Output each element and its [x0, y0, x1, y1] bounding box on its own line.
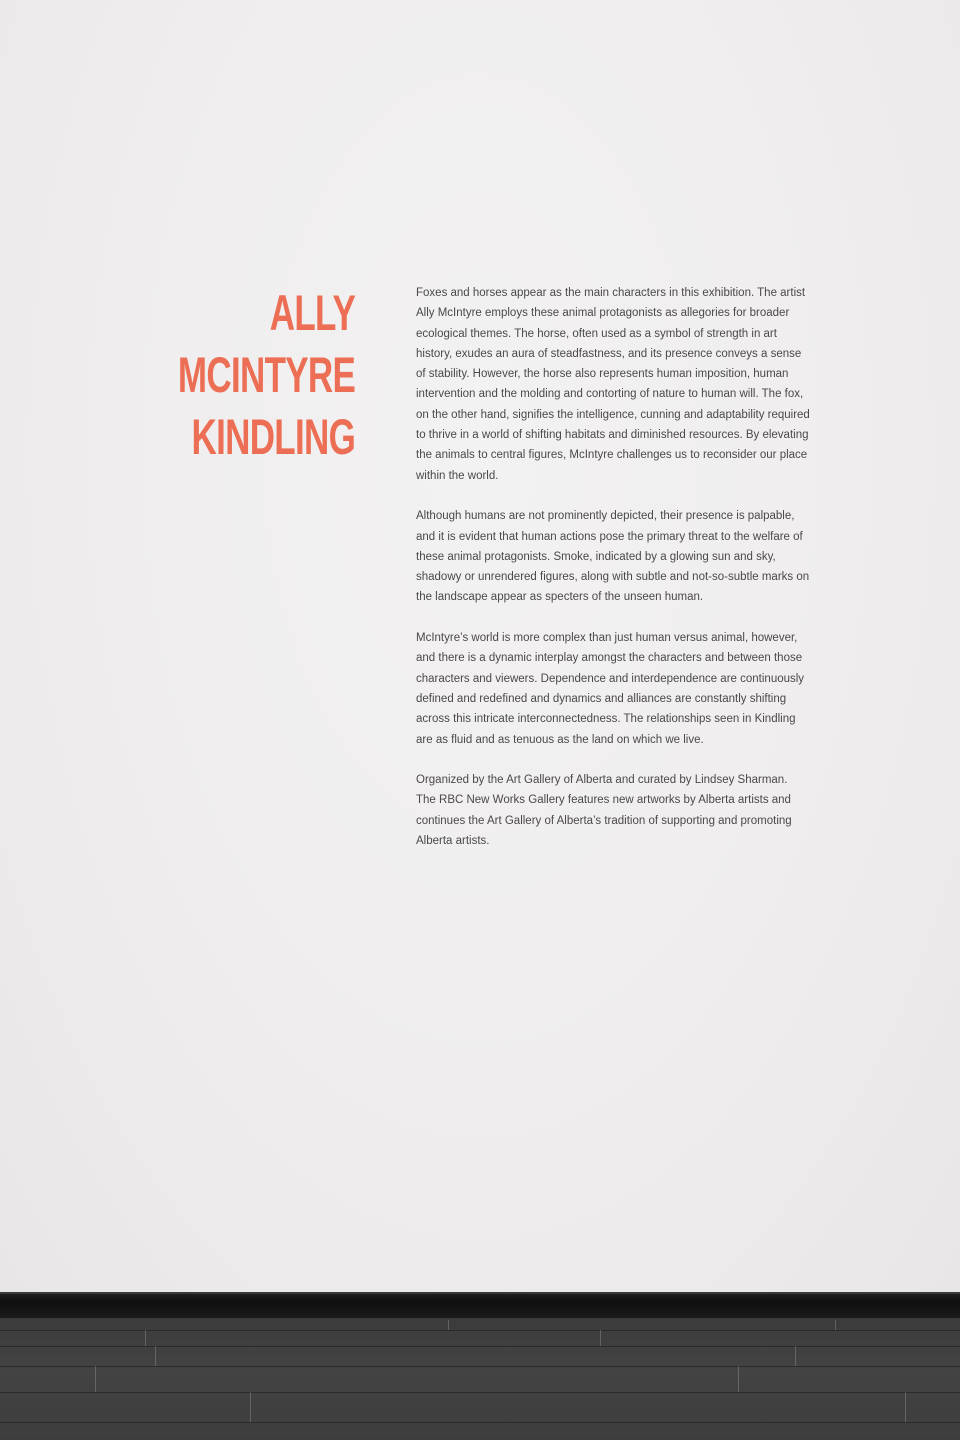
floor-plank-seam — [738, 1366, 739, 1392]
text-line: to thrive in a world of shifting habitats and diminished resources. By elevating — [416, 429, 809, 442]
floor-plank-seam — [448, 1320, 449, 1330]
text-line: McIntyre’s world is more complex than just human versus animal, however, — [416, 632, 798, 645]
floor-plank-seam — [795, 1346, 796, 1366]
floor-plank-seam — [250, 1392, 251, 1422]
exhibition-title — [178, 282, 355, 468]
text-line: The RBC New Works Gallery features new artworks by Alberta artists and — [416, 794, 791, 807]
text-line: Organized by the Art Gallery of Alberta and curated by Lindsey Sharman. — [416, 774, 788, 787]
text-line: and there is a dynamic interplay amongst the characters and between those — [416, 652, 803, 665]
title-line-artist-last: MCINTYRE — [177, 347, 355, 403]
text-line: defined and redefined and dynamics and alliances are constantly shifting — [416, 692, 787, 705]
floor-plank-line — [0, 1392, 960, 1393]
floor-plank-seam — [905, 1392, 906, 1422]
title-line-exhibition: KINDLING — [191, 409, 355, 465]
floor-plank-line — [0, 1366, 960, 1367]
text-line: characters and viewers. Dependence and interdependence are continuously — [416, 672, 805, 685]
floor-plank-seam — [835, 1320, 836, 1330]
text-line: continues the Art Gallery of Alberta’s tradition of supporting and promoting — [416, 814, 792, 827]
text-line: and it is evident that human actions pose the primary threat to the welfare of — [416, 530, 803, 543]
title-line-artist-first: ALLY — [269, 285, 355, 341]
text-line: Foxes and horses appear as the main characters in this exhibition. The artist — [416, 287, 806, 299]
paragraph-intro — [416, 283, 816, 486]
text-line: of stability. However, the horse also represents human imposition, human — [416, 368, 789, 381]
text-line: Although humans are not prominently depicted, their presence is palpable, — [416, 510, 795, 523]
text-line: shadowy or unrendered figures, along with subtle and not-so-subtle marks on — [416, 571, 810, 584]
text-line: are as fluid and as tenuous as the land on which we live. — [416, 733, 704, 746]
text-line: across this intricate interconnectedness. The relationships seen in Kindling — [416, 713, 796, 726]
floor-plank-line — [0, 1330, 960, 1331]
text-line: intervention and the molding and contorting of nature to human will. The fox, — [416, 388, 804, 401]
wood-floor — [0, 1318, 960, 1440]
paragraph-credits — [416, 770, 816, 851]
floor-plank-seam — [145, 1330, 146, 1346]
baseboard-edge — [0, 1292, 960, 1294]
text-line: within the world. — [416, 469, 499, 482]
text-line: on the other hand, signifies the intelligence, cunning and adaptability required — [416, 408, 810, 421]
baseboard — [0, 1292, 960, 1318]
text-line: Alberta artists. — [416, 835, 490, 848]
wall-text — [416, 283, 816, 872]
text-line: the landscape appear as specters of the unseen human. — [416, 591, 704, 604]
floor-plank-seam — [600, 1330, 601, 1346]
text-line: the animals to central figures, McIntyre challenges us to reconsider our place — [416, 449, 808, 462]
paragraph-world — [416, 628, 816, 750]
text-line: history, exudes an aura of steadfastness, and its presence conveys a sense — [416, 347, 802, 360]
floor-plank-line — [0, 1346, 960, 1347]
text-line: ecological themes. The horse, often used as a symbol of strength in art — [416, 327, 777, 340]
floor-plank-seam — [155, 1346, 156, 1366]
text-line: Ally McIntyre employs these animal protagonists as allegories for broader — [416, 307, 790, 320]
paragraph-humans — [416, 506, 816, 607]
text-line: these animal protagonists. Smoke, indicated by a glowing sun and sky, — [416, 550, 776, 563]
floor-plank-line — [0, 1422, 960, 1423]
floor-plank-seam — [95, 1366, 96, 1392]
